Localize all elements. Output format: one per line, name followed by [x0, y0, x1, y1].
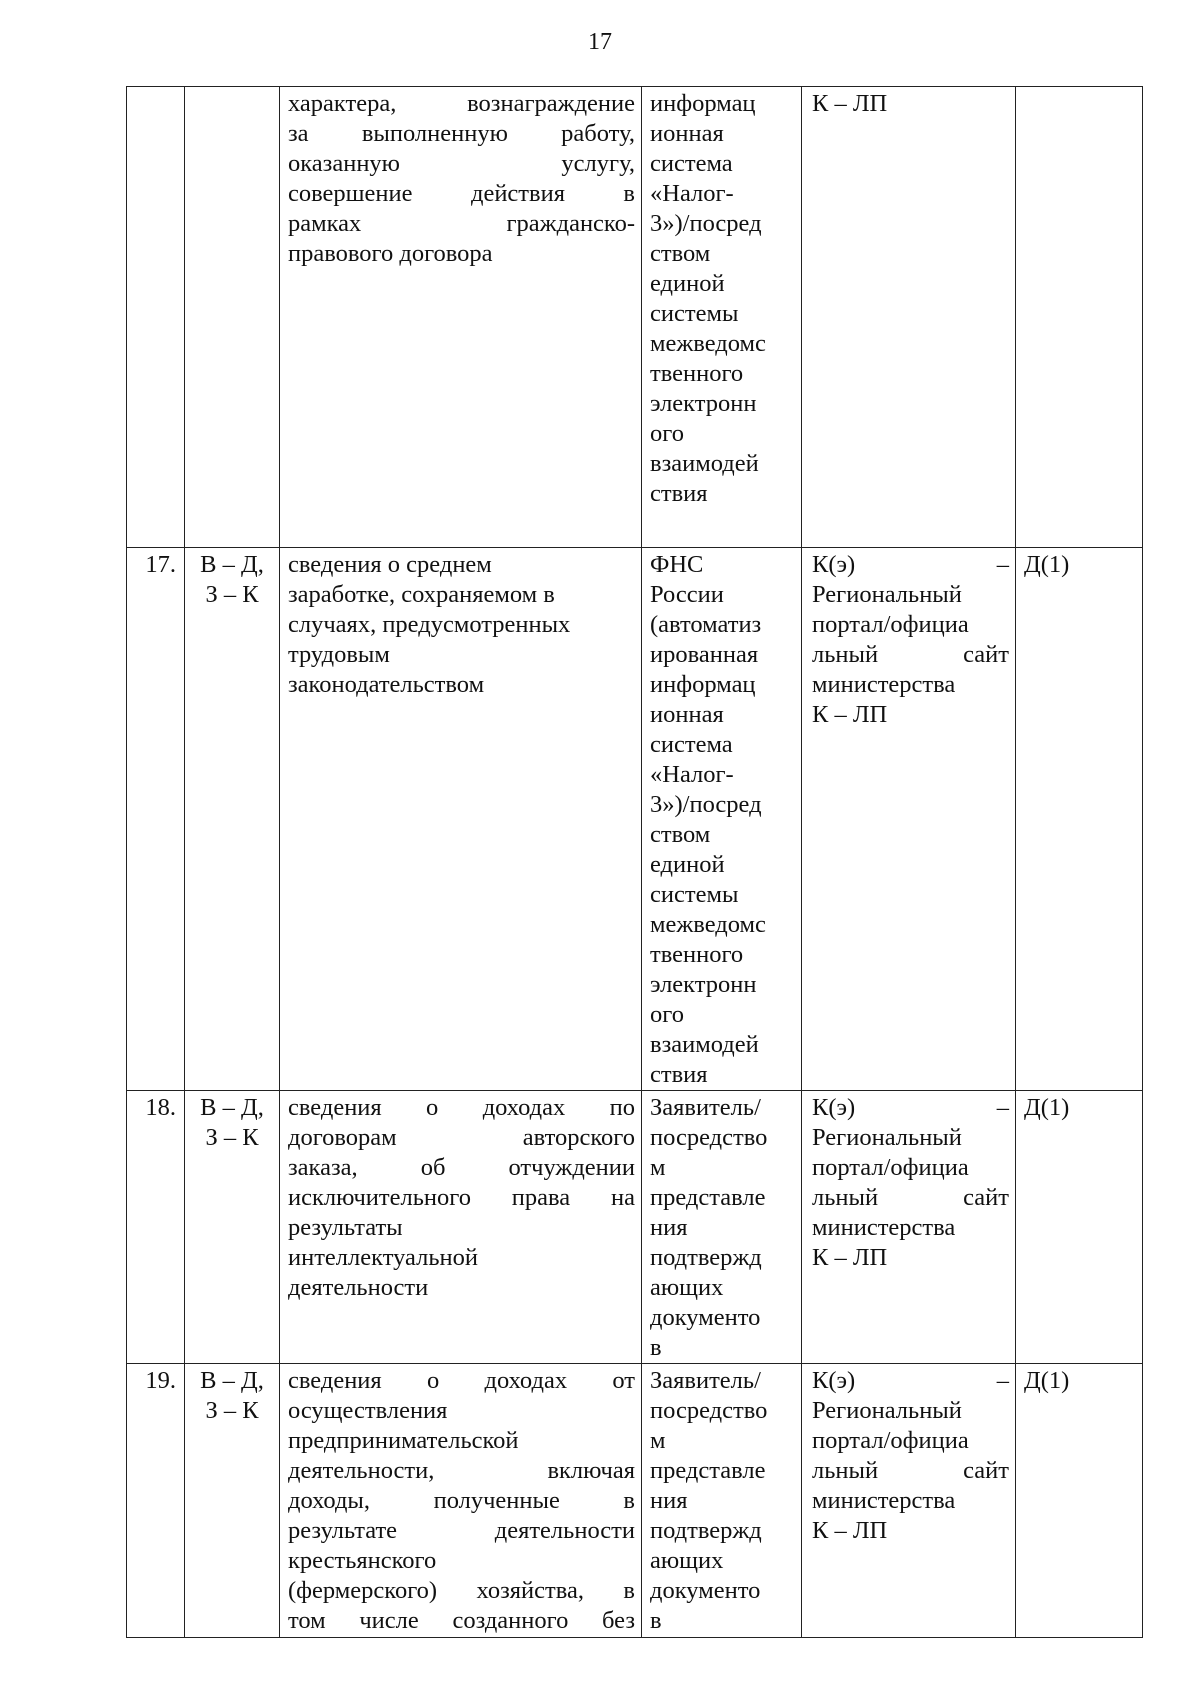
row-number-cell [127, 1091, 185, 1364]
form-line: К – ЛП [812, 1517, 888, 1544]
source-line: подтвержд [650, 1517, 762, 1544]
source-line: Заявитель/ [650, 1094, 761, 1121]
description-line: сведения о доходах от [288, 1367, 635, 1394]
form-line: Региональный [812, 1397, 962, 1424]
source-line: ого [650, 1001, 684, 1028]
description-line: результате деятельности [288, 1517, 635, 1544]
source-line: 3»)/посред [650, 210, 762, 237]
row-number-cell [127, 87, 185, 548]
description-line: за выполненную работу, [288, 120, 635, 147]
source-line: документо [650, 1577, 761, 1604]
description-cell [280, 548, 642, 1091]
description-line: крестьянского [288, 1547, 437, 1574]
source-line: системы [650, 300, 739, 327]
description-line: интеллектуальной [288, 1244, 478, 1271]
source-line: документо [650, 1304, 761, 1331]
source-line: «Налог- [650, 180, 734, 207]
code-line: В – Д, [200, 551, 264, 578]
code-line: В – Д, [200, 1094, 264, 1121]
row-number: 19. [145, 1367, 176, 1394]
form-line: министерства [812, 1487, 956, 1514]
form-line: портал/официа [812, 1154, 969, 1181]
source-line: взаимодей [650, 1031, 759, 1058]
code-line: З – К [205, 1124, 259, 1151]
description-line: трудовым [288, 641, 390, 668]
source-line: подтвержд [650, 1244, 762, 1271]
form-line: портал/официа [812, 611, 969, 638]
form-cell [802, 1091, 1016, 1364]
codes-cell [185, 1364, 280, 1638]
source-line: система [650, 731, 733, 758]
description-line: осуществления [288, 1397, 448, 1424]
form-line: льный сайт [812, 641, 1009, 668]
deadline-value: Д(1) [1024, 1367, 1070, 1394]
form-line: К(э) – [812, 1367, 1009, 1394]
description-line: совершение действия в [288, 180, 635, 207]
form-cell [802, 548, 1016, 1091]
row-number-cell [127, 548, 185, 1091]
requirements-table [126, 86, 1143, 1638]
source-line: м [650, 1427, 666, 1454]
source-cell [642, 548, 802, 1091]
description-line: правового договора [288, 240, 493, 267]
description-cell [280, 87, 642, 548]
row-number: 17. [145, 551, 176, 578]
code-line: З – К [205, 581, 259, 608]
description-cell [280, 1091, 642, 1364]
form-line: Региональный [812, 581, 962, 608]
code-line: В – Д, [200, 1367, 264, 1394]
source-line: России [650, 581, 724, 608]
form-line: министерства [812, 671, 956, 698]
source-line: представле [650, 1457, 766, 1484]
source-cell [642, 87, 802, 548]
row-number-cell [127, 1364, 185, 1638]
description-line: заработке, сохраняемом в [288, 581, 555, 608]
table-row [127, 87, 1143, 548]
source-line: информац [650, 671, 756, 698]
code-line: З – К [205, 1397, 259, 1424]
table-row [127, 548, 1143, 1091]
description-line: законодательством [288, 671, 485, 698]
form-line: портал/официа [812, 1427, 969, 1454]
table-row [127, 1364, 1143, 1638]
source-line: электронн [650, 971, 757, 998]
description-line: деятельности, включая [288, 1457, 635, 1484]
source-line: ФНС [650, 551, 704, 578]
row-number: 18. [145, 1094, 176, 1121]
form-line: К(э) – [812, 551, 1009, 578]
form-line: министерства [812, 1214, 956, 1241]
source-cell [642, 1364, 802, 1638]
source-line: ионная [650, 701, 724, 728]
description-line: предпринимательской [288, 1427, 519, 1454]
source-line: ого [650, 420, 684, 447]
description-line: том числе созданного без [288, 1607, 635, 1634]
description-line: рамках гражданско- [288, 210, 635, 237]
form-cell [802, 1364, 1016, 1638]
description-line: результаты [288, 1214, 403, 1241]
description-line: сведения о доходах по [288, 1094, 635, 1121]
source-line: «Налог- [650, 761, 734, 788]
deadline-value: Д(1) [1024, 1094, 1070, 1121]
description-line: заказа, об отчуждении [288, 1154, 635, 1181]
source-line: ированная [650, 641, 759, 668]
source-line: межведомс [650, 330, 766, 357]
description-line: оказанную услугу, [288, 150, 635, 177]
codes-cell [185, 1091, 280, 1364]
form-line: К – ЛП [812, 701, 888, 728]
source-line: твенного [650, 941, 744, 968]
source-cell [642, 1091, 802, 1364]
deadline-cell [1016, 87, 1143, 548]
source-line: электронн [650, 390, 757, 417]
description-line: деятельности [288, 1274, 429, 1301]
form-cell [802, 87, 1016, 548]
deadline-cell [1016, 548, 1143, 1091]
source-line: в [650, 1334, 662, 1361]
source-line: взаимодей [650, 450, 759, 477]
form-line: К – ЛП [812, 90, 888, 117]
deadline-value: Д(1) [1024, 551, 1070, 578]
form-line: льный сайт [812, 1457, 1009, 1484]
description-cell [280, 1364, 642, 1638]
form-line: К(э) – [812, 1094, 1009, 1121]
source-line: ствия [650, 1061, 708, 1088]
source-line: системы [650, 881, 739, 908]
source-line: система [650, 150, 733, 177]
source-line: посредство [650, 1124, 768, 1151]
description-line: доходы, полученные в [288, 1487, 635, 1514]
description-line: (фермерского) хозяйства, в [288, 1577, 635, 1604]
description-line: характера, вознаграждение [288, 90, 635, 117]
source-line: ством [650, 240, 711, 267]
source-line: единой [650, 851, 725, 878]
description-line: случаях, предусмотренных [288, 611, 571, 638]
form-line: К – ЛП [812, 1244, 888, 1271]
form-line: Региональный [812, 1124, 962, 1151]
deadline-cell [1016, 1091, 1143, 1364]
page-number: 17 [588, 29, 612, 55]
source-line: ния [650, 1487, 688, 1514]
source-line: ающих [650, 1274, 724, 1301]
source-line: ния [650, 1214, 688, 1241]
source-line: м [650, 1154, 666, 1181]
source-line: ствия [650, 480, 708, 507]
source-line: ающих [650, 1547, 724, 1574]
table-row [127, 1091, 1143, 1364]
source-line: межведомс [650, 911, 766, 938]
description-line: исключительного права на [288, 1184, 635, 1211]
source-line: информац [650, 90, 756, 117]
source-line: Заявитель/ [650, 1367, 761, 1394]
source-line: ством [650, 821, 711, 848]
source-line: посредство [650, 1397, 768, 1424]
source-line: в [650, 1607, 662, 1634]
deadline-cell [1016, 1364, 1143, 1638]
codes-cell [185, 548, 280, 1091]
codes-cell [185, 87, 280, 548]
source-line: ионная [650, 120, 724, 147]
source-line: 3»)/посред [650, 791, 762, 818]
source-line: (автоматиз [650, 611, 762, 638]
description-line: договорам авторского [288, 1124, 635, 1151]
source-line: единой [650, 270, 725, 297]
form-line: льный сайт [812, 1184, 1009, 1211]
source-line: представле [650, 1184, 766, 1211]
source-line: твенного [650, 360, 744, 387]
description-line: сведения о среднем [288, 551, 492, 578]
